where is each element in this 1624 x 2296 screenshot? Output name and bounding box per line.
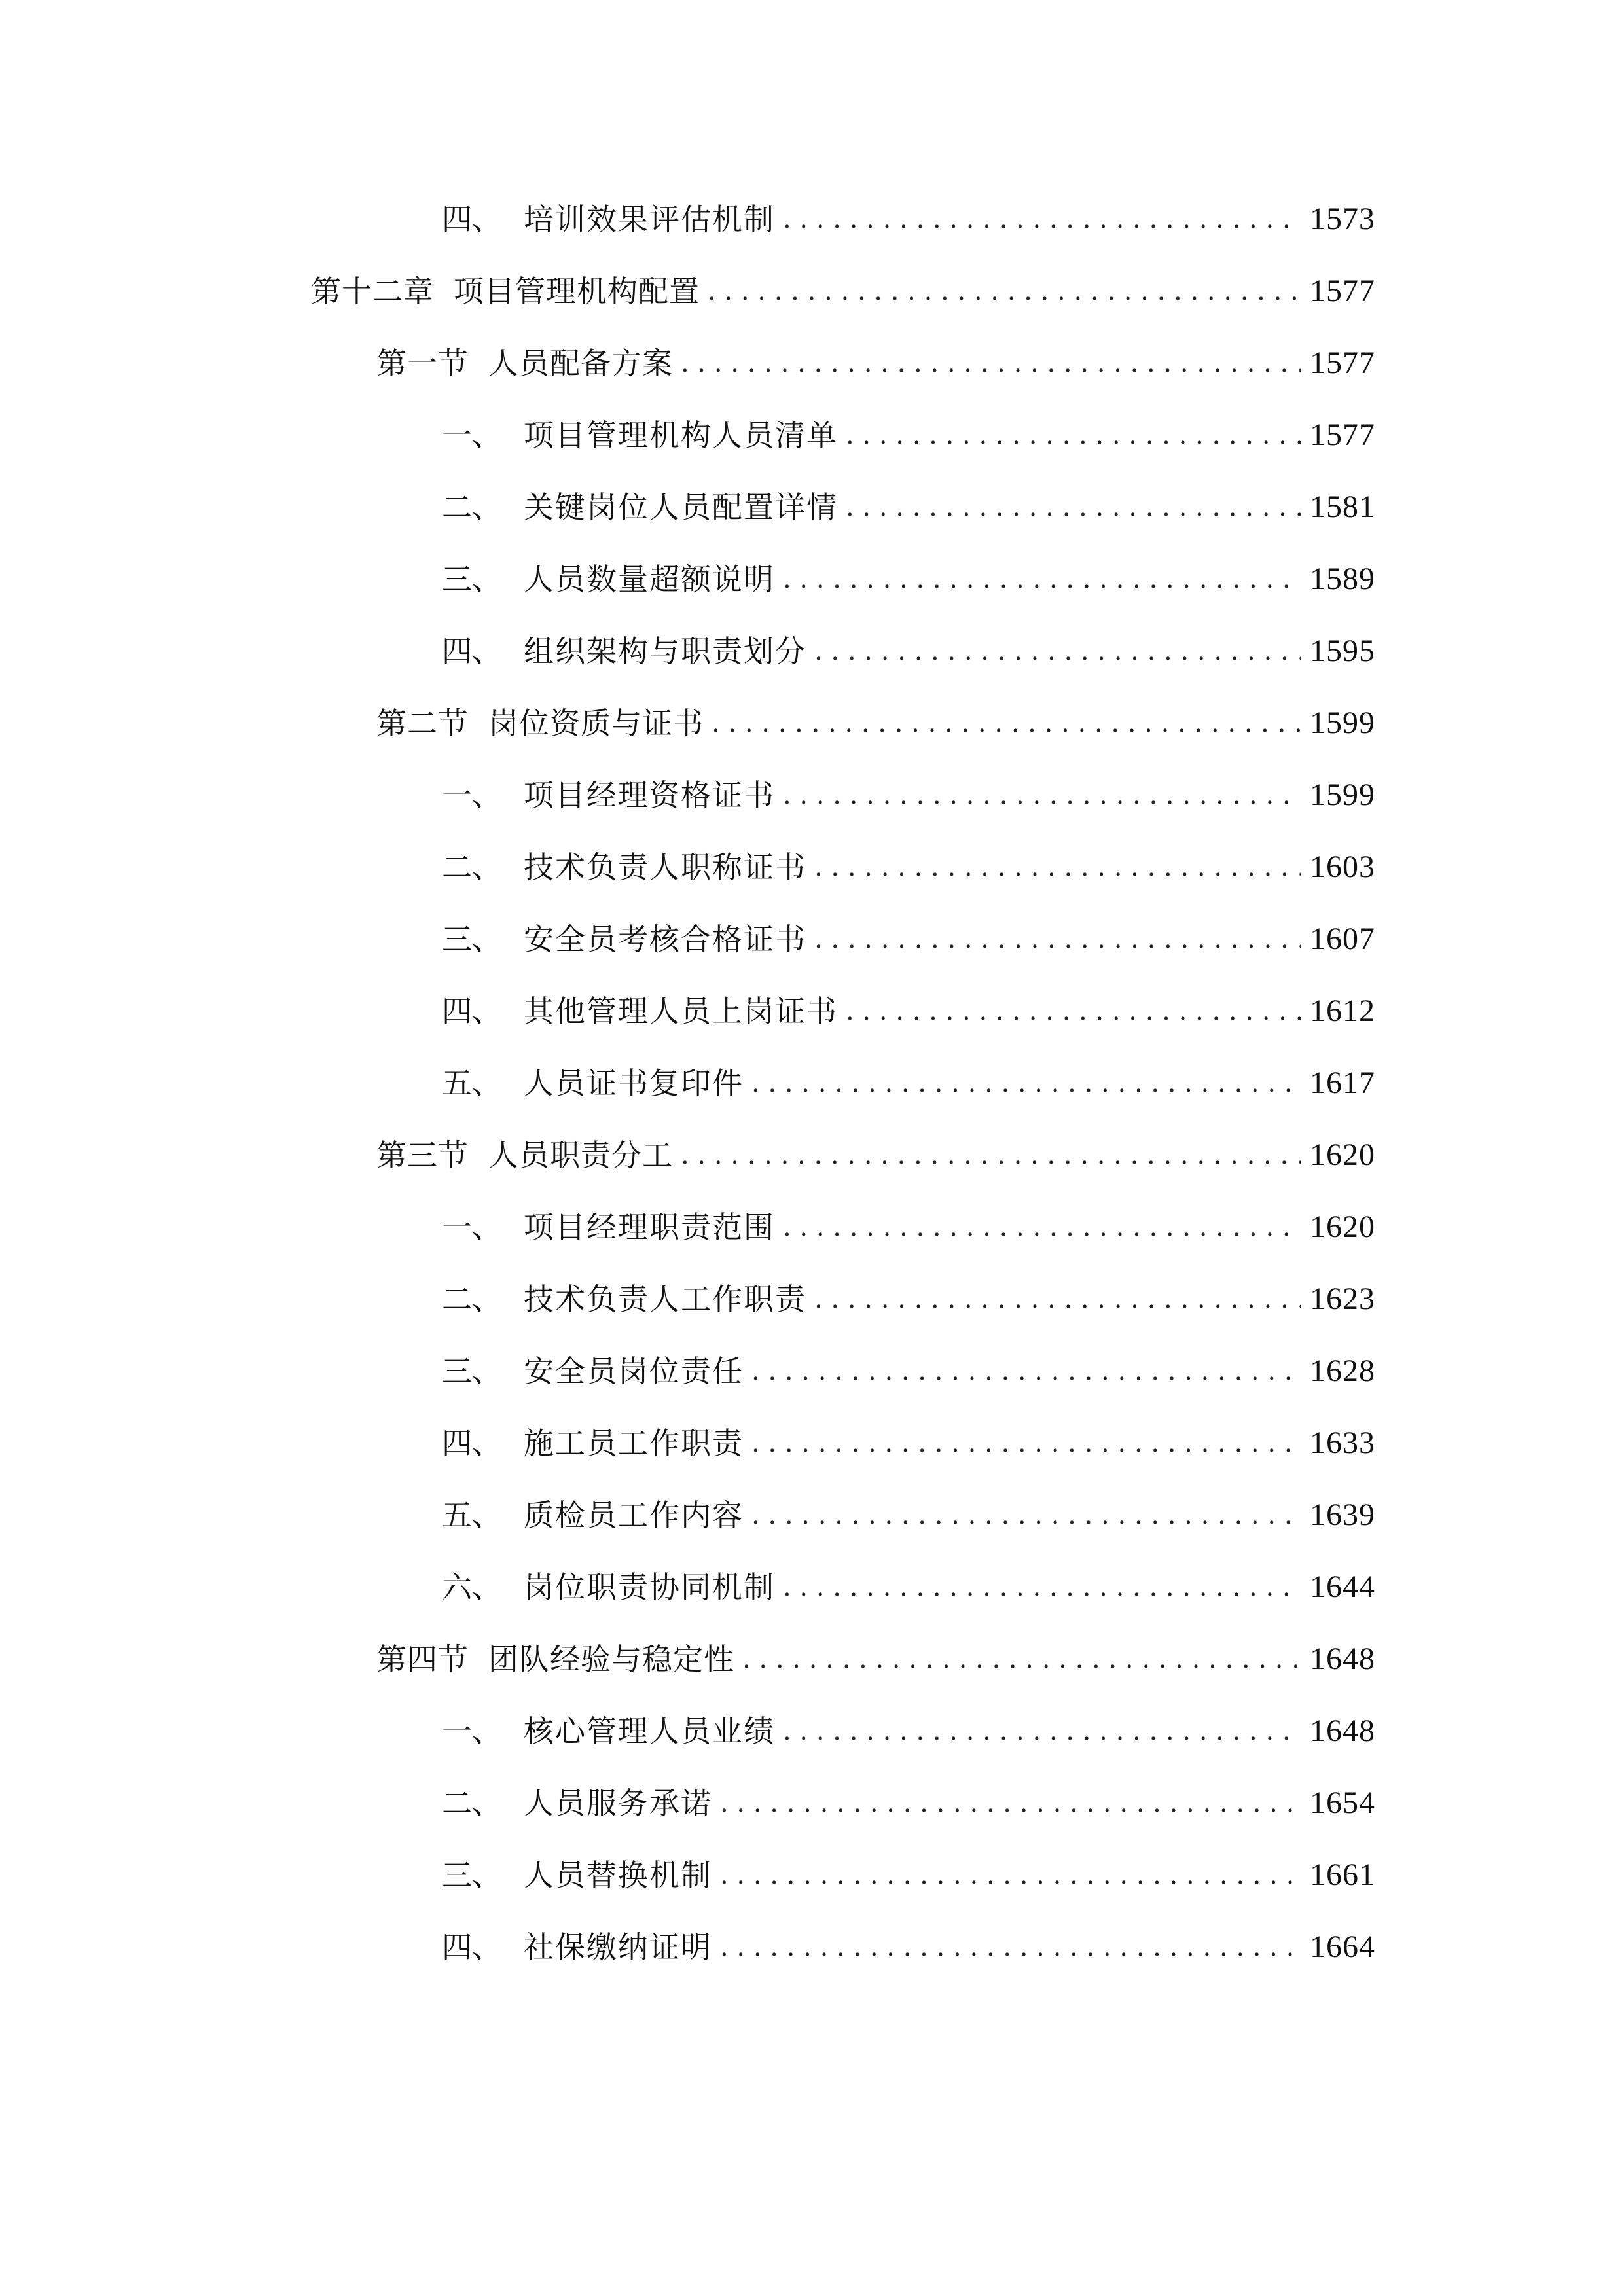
toc-section-entry[interactable] bbox=[376, 1633, 1375, 1685]
dot-leader bbox=[783, 769, 1301, 821]
page-number: 1599 bbox=[1310, 706, 1375, 740]
page-number: 1589 bbox=[1310, 562, 1375, 596]
toc-entry[interactable] bbox=[442, 1489, 1375, 1541]
entry-title: 社保缴纳证明 bbox=[524, 1929, 712, 1965]
entry-number: 三、 bbox=[442, 922, 502, 957]
entry-number: 二、 bbox=[442, 1282, 502, 1317]
entry-title: 团队经验与稳定性 bbox=[488, 1641, 734, 1677]
dot-leader bbox=[742, 1633, 1301, 1685]
toc-entry[interactable] bbox=[442, 1561, 1375, 1613]
dot-leader bbox=[751, 1057, 1301, 1109]
entry-title: 安全员考核合格证书 bbox=[524, 922, 806, 957]
dot-leader bbox=[814, 913, 1301, 965]
toc-entry[interactable] bbox=[442, 1417, 1375, 1469]
entry-title: 关键岗位人员配置详情 bbox=[524, 490, 838, 525]
entry-number: 三、 bbox=[442, 1354, 502, 1389]
entry-number: 三、 bbox=[442, 1857, 502, 1893]
page-number: 1620 bbox=[1310, 1210, 1375, 1244]
entry-number: 一、 bbox=[442, 418, 502, 453]
page-number: 1577 bbox=[1310, 418, 1375, 452]
toc-entry[interactable] bbox=[442, 1273, 1375, 1325]
toc-entry[interactable] bbox=[442, 985, 1375, 1037]
entry-number: 三、 bbox=[442, 562, 502, 597]
toc-entry[interactable] bbox=[442, 841, 1375, 893]
dot-leader bbox=[751, 1345, 1301, 1397]
dot-leader bbox=[846, 985, 1301, 1037]
entry-title: 项目经理资格证书 bbox=[524, 778, 775, 813]
dot-leader bbox=[681, 1129, 1301, 1181]
page-number: 1581 bbox=[1310, 490, 1375, 524]
dot-leader bbox=[720, 1777, 1301, 1829]
entry-number: 四、 bbox=[442, 1929, 502, 1965]
entry-title: 人员数量超额说明 bbox=[524, 562, 775, 597]
toc-entry[interactable] bbox=[442, 1057, 1375, 1109]
section-number: 第三节 bbox=[376, 1138, 469, 1173]
page-number: 1599 bbox=[1310, 778, 1375, 812]
entry-number: 一、 bbox=[442, 1210, 502, 1245]
toc-entry[interactable] bbox=[442, 553, 1375, 605]
entry-title: 人员职责分工 bbox=[488, 1138, 673, 1173]
entry-title: 核心管理人员业绩 bbox=[524, 1713, 775, 1749]
toc-entry[interactable] bbox=[442, 481, 1375, 533]
dot-leader bbox=[712, 697, 1301, 749]
toc-entry[interactable] bbox=[442, 193, 1375, 245]
page-number: 1607 bbox=[1310, 922, 1375, 956]
dot-leader bbox=[681, 337, 1301, 389]
entry-number: 二、 bbox=[442, 490, 502, 525]
dot-leader bbox=[814, 625, 1301, 677]
page-number: 1620 bbox=[1310, 1138, 1375, 1172]
entry-title: 其他管理人员上岗证书 bbox=[524, 994, 838, 1029]
entry-number: 四、 bbox=[442, 994, 502, 1029]
page-number: 1628 bbox=[1310, 1354, 1375, 1388]
entry-title: 人员配备方案 bbox=[488, 346, 673, 381]
page-number: 1603 bbox=[1310, 850, 1375, 884]
dot-leader bbox=[846, 481, 1301, 533]
section-number: 第四节 bbox=[376, 1641, 469, 1677]
toc-entry[interactable] bbox=[442, 1921, 1375, 1973]
entry-number: 六、 bbox=[442, 1570, 502, 1605]
toc-entry[interactable] bbox=[442, 1777, 1375, 1829]
dot-leader bbox=[720, 1921, 1301, 1973]
page-number: 1595 bbox=[1310, 634, 1375, 668]
entry-title: 项目管理机构人员清单 bbox=[524, 418, 838, 453]
entry-title: 质检员工作内容 bbox=[524, 1498, 744, 1533]
toc-entry[interactable] bbox=[442, 913, 1375, 965]
toc-section-entry[interactable] bbox=[376, 1129, 1375, 1181]
dot-leader bbox=[751, 1489, 1301, 1541]
entry-title: 安全员岗位责任 bbox=[524, 1354, 744, 1389]
toc-entry[interactable] bbox=[442, 769, 1375, 821]
entry-title: 技术负责人工作职责 bbox=[524, 1282, 806, 1317]
entry-title: 培训效果评估机制 bbox=[524, 202, 775, 237]
page-number: 1661 bbox=[1310, 1857, 1375, 1892]
entry-title: 项目管理机构配置 bbox=[454, 274, 700, 309]
toc-section-entry[interactable] bbox=[376, 337, 1375, 389]
entry-number: 五、 bbox=[442, 1498, 502, 1533]
page-number: 1633 bbox=[1310, 1426, 1375, 1460]
page-number: 1644 bbox=[1310, 1570, 1375, 1604]
dot-leader bbox=[720, 1849, 1301, 1901]
entry-title: 人员服务承诺 bbox=[524, 1785, 712, 1821]
toc-entry[interactable] bbox=[442, 1849, 1375, 1901]
page-number: 1664 bbox=[1310, 1929, 1375, 1964]
dot-leader bbox=[783, 193, 1301, 245]
entry-title: 项目经理职责范围 bbox=[524, 1210, 775, 1245]
entry-number: 一、 bbox=[442, 1713, 502, 1749]
dot-leader bbox=[708, 265, 1301, 317]
page-number: 1623 bbox=[1310, 1282, 1375, 1316]
dot-leader bbox=[751, 1417, 1301, 1469]
dot-leader bbox=[846, 409, 1301, 461]
page-number: 1648 bbox=[1310, 1713, 1375, 1748]
entry-title: 岗位资质与证书 bbox=[488, 706, 704, 741]
chapter-number: 第十二章 bbox=[311, 274, 434, 309]
section-number: 第二节 bbox=[376, 706, 469, 741]
entry-number: 二、 bbox=[442, 1785, 502, 1821]
dot-leader bbox=[783, 553, 1301, 605]
page-number: 1617 bbox=[1310, 1066, 1375, 1100]
entry-title: 施工员工作职责 bbox=[524, 1426, 744, 1461]
entry-number: 四、 bbox=[442, 202, 502, 237]
page-number: 1648 bbox=[1310, 1641, 1375, 1676]
page-number: 1573 bbox=[1310, 202, 1375, 236]
entry-title: 人员证书复印件 bbox=[524, 1066, 744, 1101]
dot-leader bbox=[814, 841, 1301, 893]
entry-number: 二、 bbox=[442, 850, 502, 885]
section-number: 第一节 bbox=[376, 346, 469, 381]
page-number: 1654 bbox=[1310, 1785, 1375, 1820]
entry-number: 四、 bbox=[442, 1426, 502, 1461]
page-number: 1639 bbox=[1310, 1498, 1375, 1532]
toc-chapter-entry[interactable] bbox=[311, 265, 1375, 317]
entry-title: 组织架构与职责划分 bbox=[524, 634, 806, 669]
page-number: 1612 bbox=[1310, 994, 1375, 1028]
entry-number: 一、 bbox=[442, 778, 502, 813]
toc-entry[interactable] bbox=[442, 1201, 1375, 1253]
toc-section-entry[interactable] bbox=[376, 697, 1375, 749]
page-number: 1577 bbox=[1310, 346, 1375, 380]
page-number: 1577 bbox=[1310, 274, 1375, 308]
toc-entry[interactable] bbox=[442, 1345, 1375, 1397]
dot-leader bbox=[783, 1705, 1301, 1757]
entry-title: 人员替换机制 bbox=[524, 1857, 712, 1893]
dot-leader bbox=[783, 1561, 1301, 1613]
dot-leader bbox=[814, 1273, 1301, 1325]
entry-number: 四、 bbox=[442, 634, 502, 669]
toc-entry[interactable] bbox=[442, 625, 1375, 677]
dot-leader bbox=[783, 1201, 1301, 1253]
toc-entry[interactable] bbox=[442, 1705, 1375, 1757]
toc-entry[interactable] bbox=[442, 409, 1375, 461]
entry-title: 技术负责人职称证书 bbox=[524, 850, 806, 885]
entry-title: 岗位职责协同机制 bbox=[524, 1570, 775, 1605]
entry-number: 五、 bbox=[442, 1066, 502, 1101]
